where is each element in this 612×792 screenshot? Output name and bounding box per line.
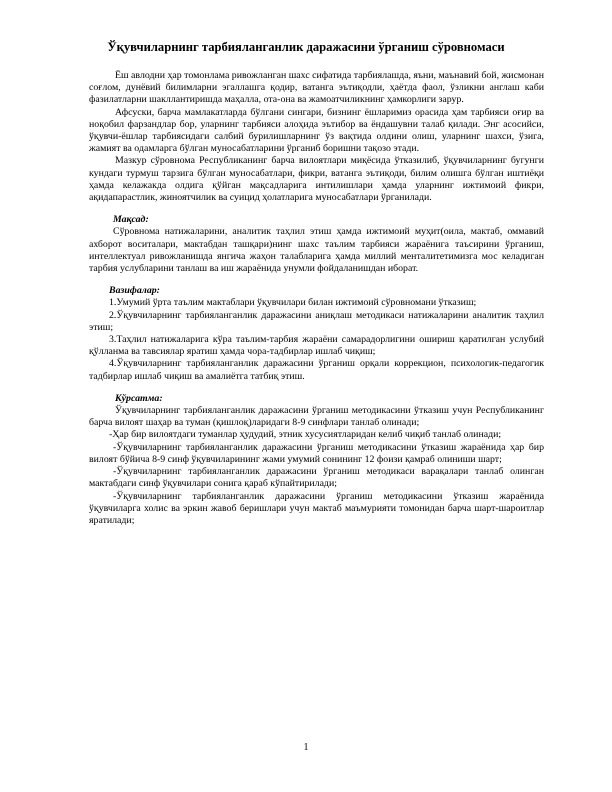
page-number: 1 — [303, 742, 309, 753]
intro-paragraph: Ёш авлодни ҳар томонлама ривожланган шахс сифатида тарбиялашда, яъни, маънавий бой, жисмонан соғлом, дунёвий билимларни эгаллашга қодир, ватанга эътиқодли, ҳаётда фаол, ўзликни англаш каби фазилатларни шакллантиришда маҳалла, ота-она ва жамоатчиликнинг ҳамкорлиги зарур. — [89, 70, 544, 106]
guidance-heading: Кўрсатма: — [115, 392, 163, 404]
goal-heading: Мақсад: — [113, 214, 149, 226]
guidance-item: Ўқувчиларнинг тарбияланганлик даражасини ўрганиш методикасини ўтказиш учун Республиканинг барча вилоят шаҳар ва туман (қишлоқ)ларидаги 8-9 синфлари танлаб олинади; — [89, 405, 544, 429]
document-title: Ўқувчиларнинг тарбияланганлик даражасини ўрганиш сўровномаси — [107, 40, 505, 54]
guidance-item: -Ўқувчиларнинг тарбияланганлик даражасини ўрганиш методикаси варақалари танлаб олинган мактабдаги синф ўқувчилари сонига қараб кўпайтирилади; — [89, 466, 544, 490]
tasks-heading: Вазифалар: — [109, 285, 160, 297]
guidance-item: -Ўқувчиларнинг тарбияланганлик даражасини ўрганиш методикасини ўтказиш жараёнида ҳар бир вилоят бўйича 8-9 синф ўқувчиларининг жами умумий сонининг 12 фоизи қамраб олиниши шарт; — [89, 441, 544, 465]
goal-paragraph: Сўровнома натижаларини, аналитик таҳлил этиш ҳамда ижтимоий муҳит(оила, мактаб, оммавий ахборот воситалари, мактабдан ташқари)нинг шахс таълим тарбияси жараёнига таъсирини ўрганиш, интеллектуал ривожланишда янгича жаҳон талабларига ҳамда миллий менталитетимизга мос келадиган тарбия услубларини танлаш ва иш жараёнида унумли фойдаланишдан иборат. — [89, 226, 544, 275]
intro-paragraph: Мазкур сўровнома Республиканинг барча вилоятлари миқёсида ўтказилиб, ўқувчиларнинг бугунги кундаги турмуш тарзига бўлган муносабатлари, фикри, ватанга эътиқоди, билим олишга бўлган иштиёқи ҳамда келажакда олдига қўйган мақсадларига интилишлари ҳамда уларнинг ижтимоий фикри, ақидапарастлик, жиноятчилик ва суицид ҳолатларига муносабатлари ўрганилади. — [89, 155, 544, 204]
task-item: 2.Ўқувчиларнинг тарбияланганлик даражасини аниқлаш методикаси натижаларини аналитик таҳлил этиш; — [89, 309, 544, 333]
task-item: 3.Таҳлил натижаларига кўра таълим-тарбия жараёни самарадорлигини ошириш қаратилган услубий қўлланма ва тавсиялар яратиш ҳамда чора-тадбирлар ишлаб чиқиш; — [89, 334, 544, 358]
guidance-item: -Ўқувчиларнинг тарбияланганлик даражасини ўрганиш методикасини ўтказиш жараёнида ўқувчиларга холис ва эркин жавоб беришлари учун мактаб маъмурияти томонидан барча шарт-шароитлар яратилади; — [89, 490, 544, 526]
task-item: 1.Умумий ўрта таълим мактаблари ўқувчилари билан ижтимоий сўровномани ўтказиш; — [109, 297, 477, 309]
task-item: 4.Ўқувчиларнинг тарбияланганлик даражасини ўрганиш орқали коррекцион, психологик-педагогик тадбирлар ишлаб чиқиш ва амалиётга татбиқ этиш. — [89, 358, 544, 382]
intro-paragraph: Афсуски, барча мамлакатларда бўлгани сингари, бизнинг ёшларимиз орасида ҳам тарбияси оғир ва ноқобил фарзандлар бор, уларнинг тарбияси алоҳида эътибор ва ёндашувни талаб қилади. Энг асосийси, ўқувчи-ёшлар тарбиясидаги салбий бурилишларнинг ўз вақтида олдини олиш, уларнинг шахси, ўзига, жамият ва одамларга бўлган муносабатларини ўрганиб боришни тақозо этади. — [89, 106, 544, 155]
guidance-item: -Ҳар бир вилоятдаги туманлар ҳудудий, этник хусусиятларидан келиб чиқиб танлаб олинади; — [109, 429, 502, 441]
document-body — [89, 70, 544, 527]
